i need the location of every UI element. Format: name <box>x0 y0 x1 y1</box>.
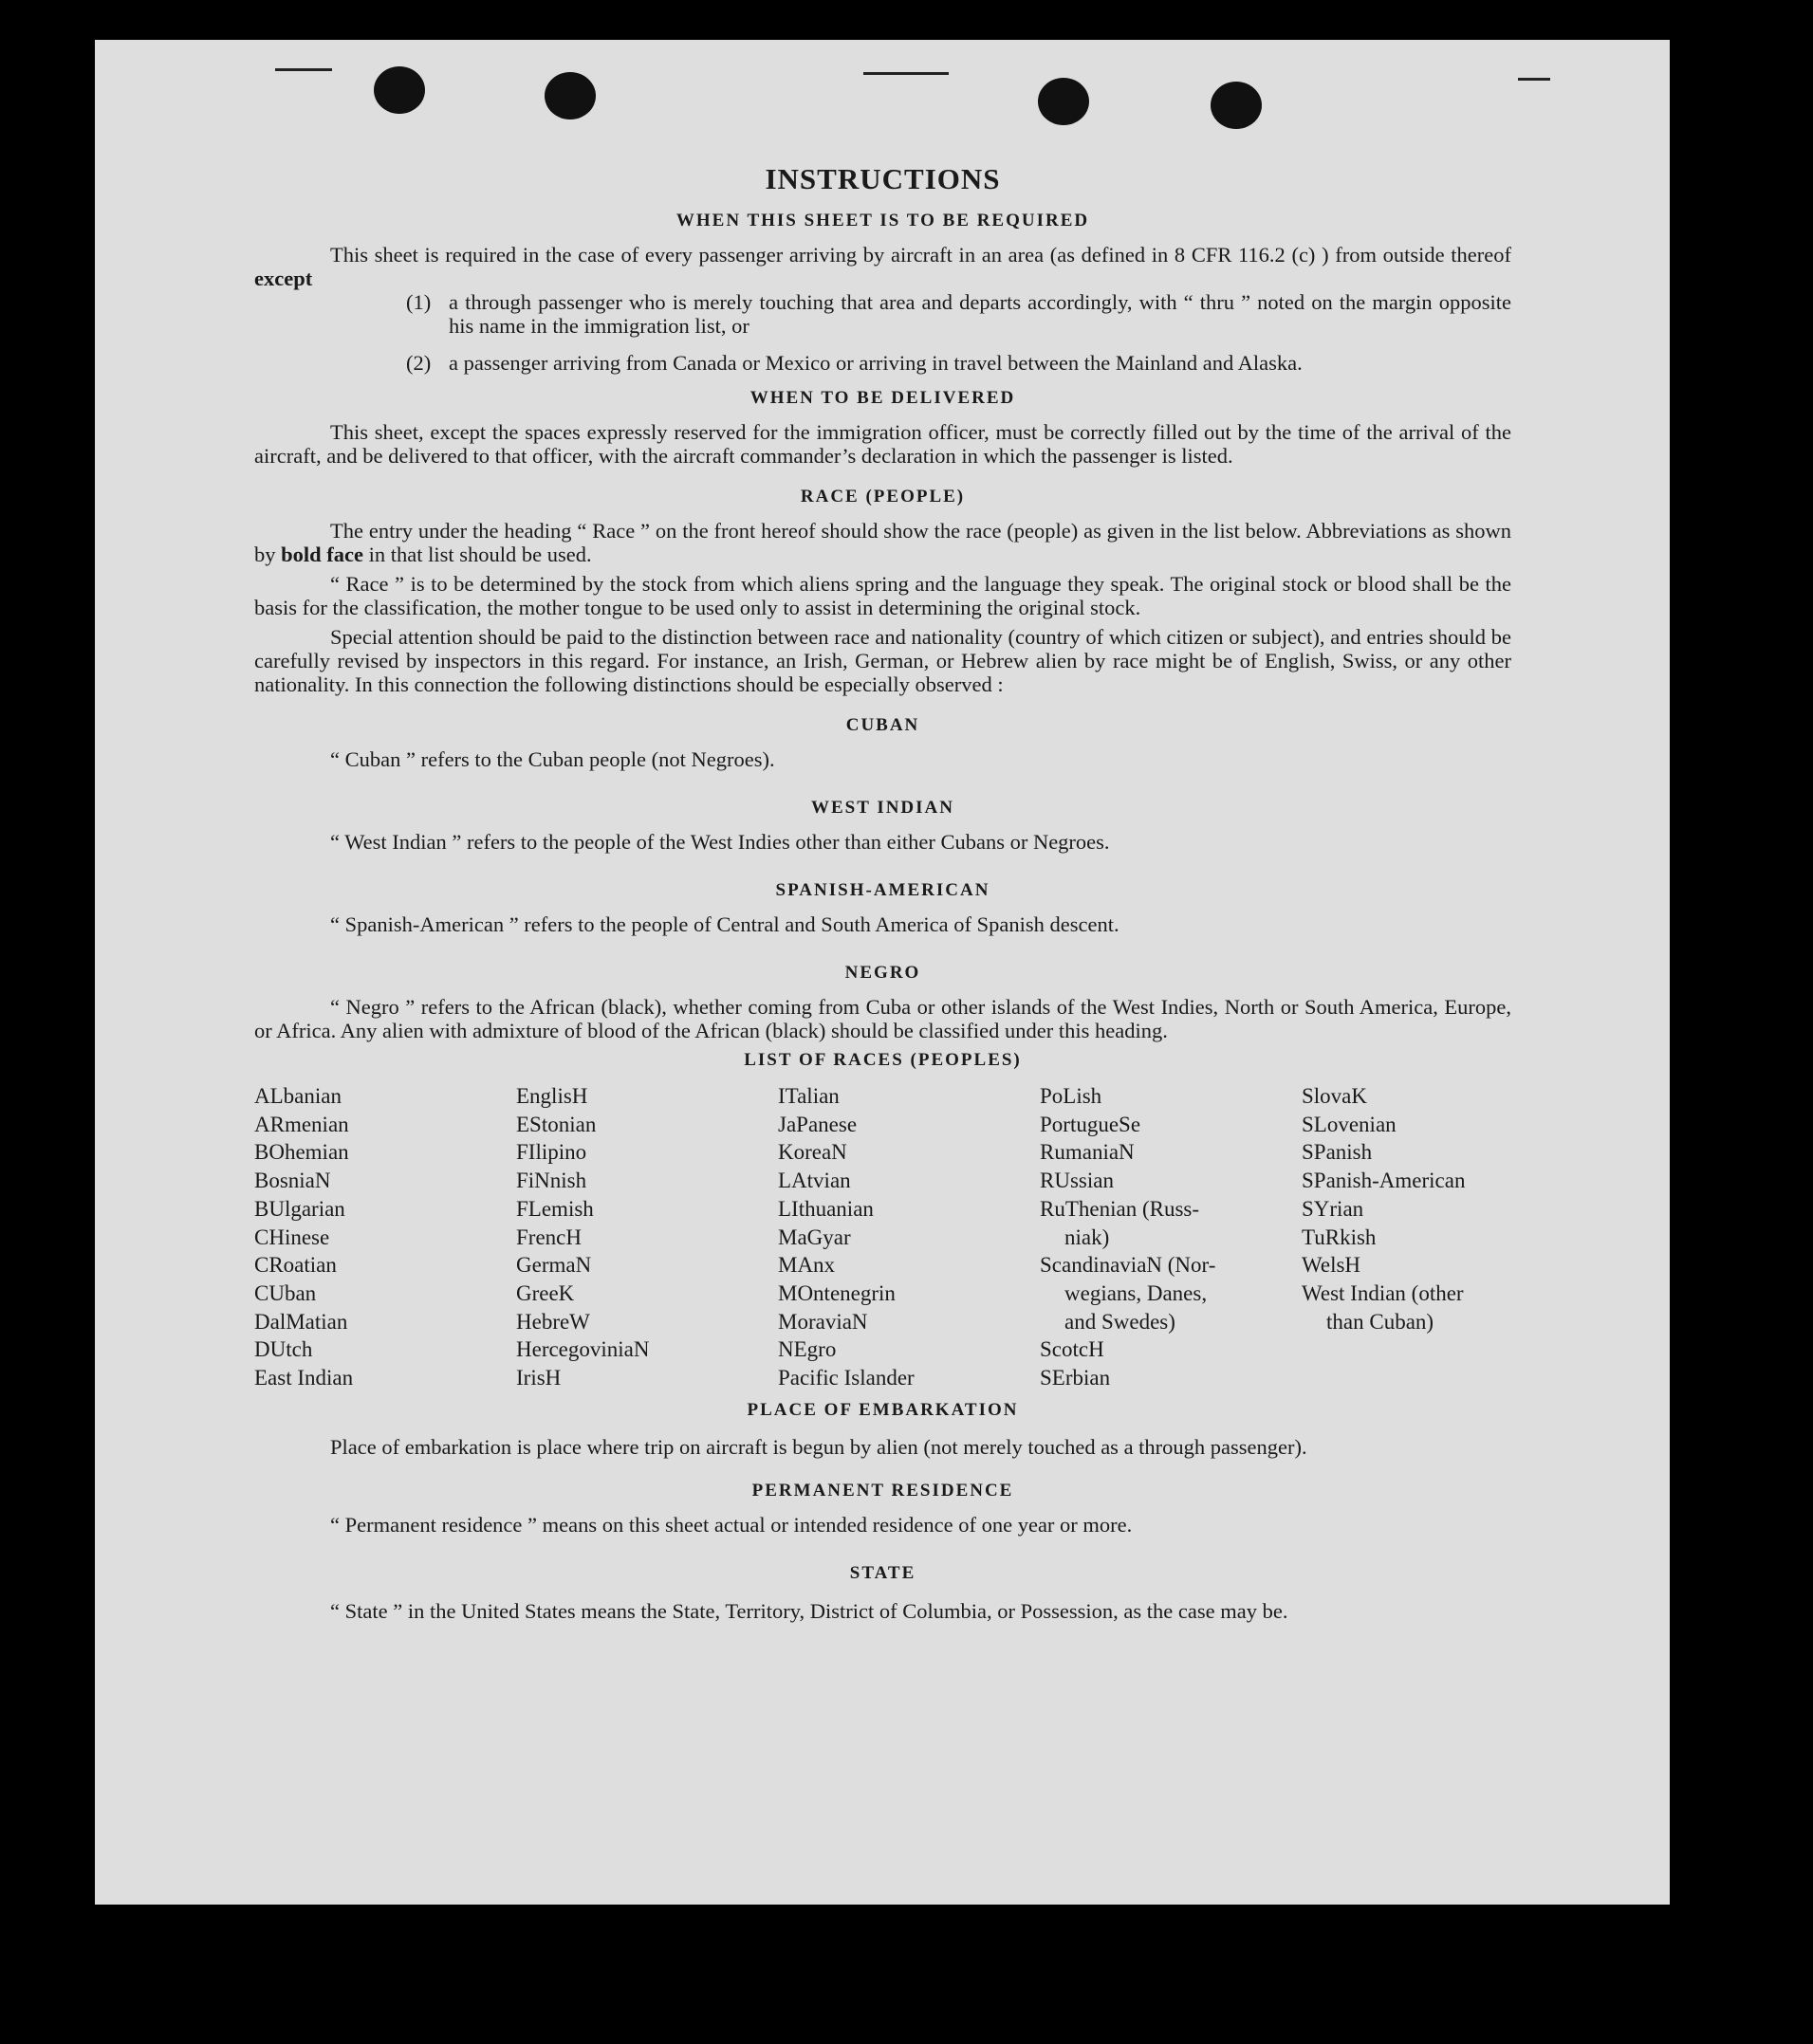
race-item: ScotcH <box>1040 1337 1104 1362</box>
race-item: HebreW <box>516 1309 590 1334</box>
punch-hole <box>374 66 425 114</box>
race-item: DalMatian <box>254 1309 348 1334</box>
race-paragraph-3: Special attention should be paid to the distinction between race and nationality (country of which citizen or subject), and entries should be carefully revised by inspectors in this regard. For instance, an Irish, German, or Hebrew alien by race might be of English, Swiss, or any other nationality. In this connection the following distinctions should be especially observed : <box>254 625 1511 696</box>
race-item: CRoatian <box>254 1253 337 1278</box>
races-table <box>254 1082 1511 1392</box>
race-item: HercegoviniaN <box>516 1337 650 1362</box>
race-item: MOntenegrin <box>778 1280 896 1305</box>
section-heading-delivered: WHEN TO BE DELIVERED <box>749 388 1016 408</box>
race-item: ALbanian <box>254 1084 342 1108</box>
race-item: MaGyar <box>778 1225 851 1249</box>
race-item: ARmenian <box>254 1112 349 1136</box>
race-item: niak) <box>1064 1225 1110 1249</box>
race-item: SLovenian <box>1302 1112 1397 1136</box>
punch-hole <box>1038 78 1089 125</box>
race-item: than Cuban) <box>1326 1309 1434 1334</box>
race-item: FiNnish <box>516 1169 587 1193</box>
section-heading-spanish-american: SPANISH-AMERICAN <box>775 880 990 900</box>
race-item: MoraviaN <box>778 1309 868 1334</box>
race-item: wegians, Danes, <box>1064 1280 1208 1305</box>
embarkation-text: Place of embarkation is place where trip on aircraft is begun by alien (not merely touched as a through passenger). <box>330 1434 1307 1459</box>
race-item: RuThenian (Russ- <box>1040 1196 1200 1221</box>
residence-text: “ Permanent residence ” means on this sheet actual or intended residence of one year or more. <box>330 1512 1133 1537</box>
race-item: EnglisH <box>516 1084 588 1108</box>
negro-text: “ Negro ” refers to the African (black), whether coming from Cuba or other islands of the West Indies, North or South America, Europe, or Africa. Any alien with admixture of blood of the African (black) should be classified under this heading. <box>254 995 1511 1042</box>
race-item: PoLish <box>1040 1084 1102 1108</box>
race-item: East Indian <box>254 1366 354 1390</box>
race-item: RumaniaN <box>1040 1140 1135 1165</box>
race-item: MAnx <box>778 1253 836 1278</box>
races-column <box>516 1082 778 1392</box>
race-item: LIthuanian <box>778 1196 874 1221</box>
race-item: JaPanese <box>778 1112 858 1136</box>
race-item: Pacific Islander <box>778 1366 915 1390</box>
section-heading-negro: NEGRO <box>844 963 921 983</box>
race-item: IrisH <box>516 1366 562 1390</box>
race-item: SErbian <box>1040 1366 1111 1390</box>
punch-hole <box>545 72 596 120</box>
section-heading-cuban: CUBAN <box>845 715 920 735</box>
state-text: “ State ” in the United States means the State, Territory, District of Columbia, or Possession, as the case may be. <box>330 1598 1288 1623</box>
race-item: SYrian <box>1302 1196 1364 1221</box>
spanish-american-text: “ Spanish-American ” refers to the people of Central and South America of Spanish descent. <box>330 912 1119 936</box>
section-heading-list-of-races: LIST OF RACES (PEOPLES) <box>744 1050 1022 1070</box>
scan-mark <box>1518 78 1550 81</box>
race-item: TuRkish <box>1302 1225 1377 1249</box>
race-item: RUssian <box>1040 1169 1114 1193</box>
race-paragraph-1: The entry under the heading “ Race ” on the front hereof should show the race (people) as given in the list below. Abbreviations as shown by bold face in that list should be used. <box>254 519 1511 566</box>
west-indian-text: “ West Indian ” refers to the people of the West Indies other than either Cubans or Negroes. <box>330 830 1110 854</box>
instructions-content <box>254 163 1511 1627</box>
cuban-text: “ Cuban ” refers to the Cuban people (not Negroes). <box>330 747 775 771</box>
race-item: ITalian <box>778 1084 840 1108</box>
race-item: WelsH <box>1302 1253 1361 1278</box>
race-item: SPanish-American <box>1302 1169 1466 1193</box>
delivered-text: This sheet, except the spaces expressly reserved for the immigration officer, must be correctly filled out by the time of the arrival of the aircraft, and be delivered to that officer, with the aircraft commander’s declaration in which the passenger is listed. <box>254 420 1511 468</box>
race-item: DUtch <box>254 1337 313 1362</box>
section-heading-residence: PERMANENT RESIDENCE <box>751 1480 1014 1501</box>
section-heading-west-indian: WEST INDIAN <box>811 798 954 818</box>
race-item: BOhemian <box>254 1140 349 1165</box>
section-heading-embarkation: PLACE OF EMBARKATION <box>747 1399 1019 1420</box>
race-item: SlovaK <box>1302 1084 1367 1108</box>
race-item: and Swedes) <box>1064 1309 1175 1334</box>
race-item: West Indian (other <box>1302 1280 1464 1305</box>
race-item: PortugueSe <box>1040 1112 1141 1136</box>
race-item: ScandinaviaN (Nor- <box>1040 1253 1216 1278</box>
race-item: EStonian <box>516 1112 597 1136</box>
races-column <box>254 1082 516 1392</box>
document-sheet <box>95 40 1670 1905</box>
section-heading-required: WHEN THIS SHEET IS TO BE REQUIRED <box>675 211 1090 230</box>
race-item: CUban <box>254 1280 317 1305</box>
races-column <box>1302 1082 1511 1392</box>
race-item: CHinese <box>254 1225 330 1249</box>
race-item: FrencH <box>516 1225 582 1249</box>
race-item: GermaN <box>516 1253 592 1278</box>
race-item: KoreaN <box>778 1140 847 1165</box>
section-heading-state: STATE <box>849 1562 916 1583</box>
list-item: (1) a through passenger who is merely touching that area and departs accordingly, with “ thru ” noted on the margin opposite his name in the immigration list, or <box>406 290 1511 338</box>
scan-mark <box>863 72 949 75</box>
scan-mark <box>275 68 332 71</box>
required-intro: This sheet is required in the case of every passenger arriving by aircraft in an area (as defined in 8 CFR 116.2 (c) ) from outside thereof except <box>254 243 1511 290</box>
race-paragraph-2: “ Race ” is to be determined by the stock from which aliens spring and the language they speak. The original stock or blood shall be the basis for the classification, the mother tongue to be used only to assist in determining the original stock. <box>254 572 1511 619</box>
race-item: BosniaN <box>254 1169 331 1193</box>
race-item: SPanish <box>1302 1140 1373 1165</box>
except-bold: except <box>254 267 313 290</box>
race-item: GreeK <box>516 1280 575 1305</box>
races-column <box>778 1082 1040 1392</box>
race-item: NEgro <box>778 1337 837 1362</box>
page-title: INSTRUCTIONS <box>765 162 1001 195</box>
races-column <box>1040 1082 1302 1392</box>
race-item: LAtvian <box>778 1169 851 1193</box>
race-item: BUlgarian <box>254 1196 345 1221</box>
section-heading-race: RACE (PEOPLE) <box>800 487 966 506</box>
list-item: (2) a passenger arriving from Canada or Mexico or arriving in travel between the Mainland and Alaska. <box>406 351 1303 375</box>
punch-hole <box>1211 82 1262 129</box>
race-item: FIlipino <box>516 1140 587 1165</box>
race-item: FLemish <box>516 1196 594 1221</box>
